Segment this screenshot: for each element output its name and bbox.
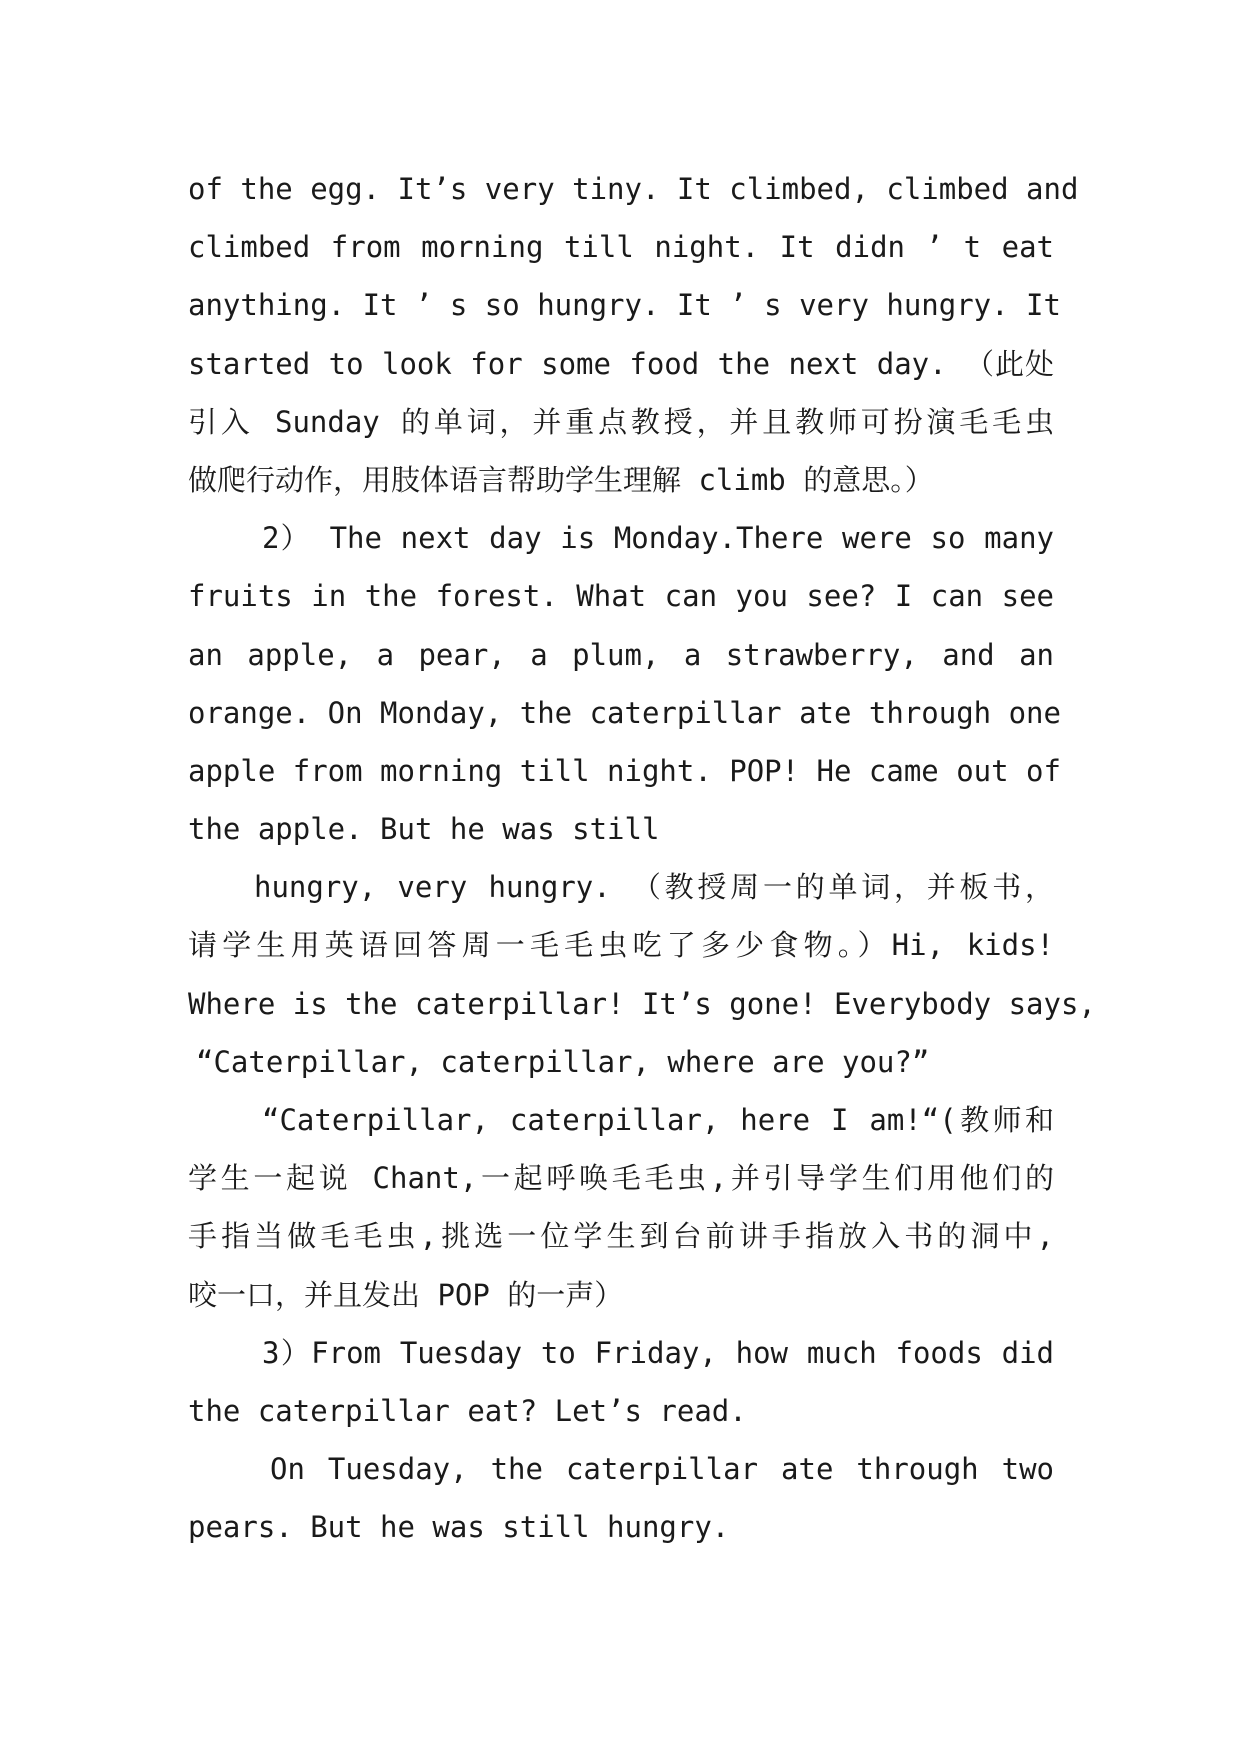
text-line: started to look for some food the next day. （此处 <box>188 346 1054 381</box>
text-line: apple from morning till night. POP! He came out of <box>188 753 1061 788</box>
text-line: climbed from morning till night. It didn ’ t eat <box>188 230 1054 265</box>
text-line: 2） The next day is Monday.There were so many <box>262 521 1054 556</box>
text-line: 做爬行动作，用肢体语言帮助学生理解 climb 的意思。） <box>188 462 934 497</box>
text-line: the caterpillar eat? Let’s read. <box>188 1393 747 1428</box>
text-line: the apple. But he was still <box>188 812 660 847</box>
text-line: anything. It ’ s so hungry. It ’ s very hungry. It <box>188 288 1061 323</box>
text-line: pears. But he was still hungry. <box>188 1510 730 1545</box>
text-line: Where is the caterpillar! It’s gone! Everybody says, <box>188 986 1096 1021</box>
text-line: 学生一起说 Chant,一起呼唤毛毛虫,并引导学生们用他们的 <box>188 1161 1054 1196</box>
text-line: fruits in the forest. What can you see? I can see <box>188 579 1054 614</box>
text-line: 引入 Sunday 的单词，并重点教授，并且教师可扮演毛毛虫 <box>188 404 1054 439</box>
text-line: 咬一口，并且发出 POP 的一声） <box>188 1277 624 1312</box>
text-line: 3）From Tuesday to Friday, how much foods did <box>262 1335 1054 1370</box>
body-text <box>188 160 1096 1557</box>
text-line: “Caterpillar, caterpillar, here I am!“(教师和 <box>262 1103 1054 1137</box>
text-line: of the egg. It’s very tiny. It climbed, climbed and <box>188 172 1079 206</box>
text-line: On Tuesday, the caterpillar ate through two <box>270 1452 1054 1487</box>
text-line: an apple, a pear, a plum, a strawberry, and an <box>188 637 1054 672</box>
text-line: 请学生用英语回答周一毛毛虫吃了多少食物。）Hi, kids! <box>188 928 1054 963</box>
text-line: “Caterpillar, caterpillar, where are you?” <box>196 1044 930 1079</box>
text-line: 手指当做毛毛虫,挑选一位学生到台前讲手指放入书的洞中, <box>188 1219 1054 1254</box>
text-line: hungry, very hungry. （教授周一的单词，并板书， <box>254 870 1054 905</box>
text-line: orange. On Monday, the caterpillar ate through one <box>188 695 1061 730</box>
